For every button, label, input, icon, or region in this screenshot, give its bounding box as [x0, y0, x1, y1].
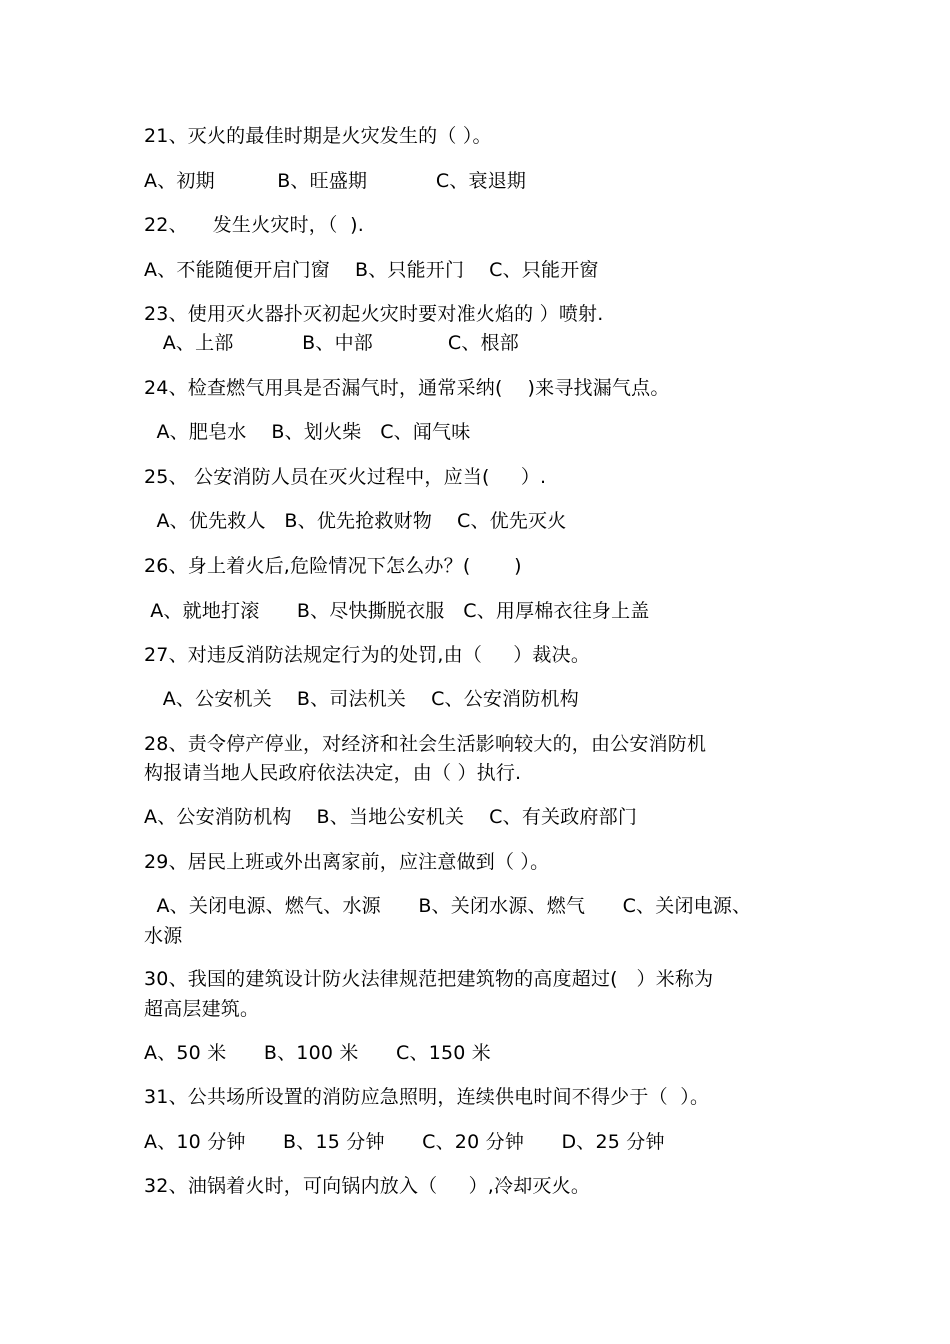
- options-26: A、就地打滚 B、尽快撕脱衣服 C、用厚棉衣往身上盖: [144, 600, 650, 622]
- question-22: 22、 发生火灾时，（ ).: [144, 214, 364, 236]
- options-30: A、50 米 B、100 米 C、150 米: [144, 1042, 491, 1064]
- options-22: A、不能随便开启门窗 B、只能开门 C、只能开窗: [144, 259, 599, 281]
- options-29-line-1: A、关闭电源、燃气、水源 B、关闭水源、燃气 C、关闭电源、: [144, 895, 752, 917]
- options-31: A、10 分钟 B、15 分钟 C、20 分钟 D、25 分钟: [144, 1131, 665, 1153]
- question-24: 24、检查燃气用具是否漏气时，通常采纳( )来寻找漏气点。: [144, 377, 670, 399]
- options-23: A、上部 B、中部 C、根部: [144, 332, 519, 354]
- question-29: 29、居民上班或外出离家前，应注意做到（ ）。: [144, 851, 550, 873]
- question-23: 23、使用灭火器扑灭初起火灾时要对准火焰的 ）喷射.: [144, 303, 604, 325]
- question-30-line-2: 超高层建筑。: [144, 998, 260, 1020]
- options-28: A、公安消防机构 B、当地公安机关 C、有关政府部门: [144, 806, 638, 828]
- question-21: 21、灭火的最佳时期是火灾发生的（ ）。: [144, 125, 492, 147]
- question-27: 27、对违反消防法规定行为的处罚,由（ ）裁决。: [144, 644, 591, 666]
- options-24: A、肥皂水 B、划火柴 C、闻气味: [144, 421, 471, 443]
- question-26: 26、身上着火后,危险情况下怎么办？( ): [144, 555, 522, 577]
- question-28-line-2: 构报请当地人民政府依法决定，由（ ）执行.: [144, 762, 522, 784]
- options-29-line-2: 水源: [144, 925, 183, 947]
- question-25: 25、 公安消防人员在灭火过程中，应当( ）.: [144, 466, 547, 488]
- question-30-line-1: 30、我国的建筑设计防火法律规范把建筑物的高度超过( ）米称为: [144, 968, 714, 990]
- options-21: A、初期 B、旺盛期 C、衰退期: [144, 170, 527, 192]
- question-32: 32、油锅着火时，可向锅内放入（ ）,冷却灭火。: [144, 1175, 591, 1197]
- question-28-line-1: 28、责令停产停业，对经济和社会生活影响较大的，由公安消防机: [144, 733, 707, 755]
- options-25: A、优先救人 B、优先抢救财物 C、优先灭火: [144, 510, 567, 532]
- question-31: 31、公共场所设置的消防应急照明，连续供电时间不得少于（ ）。: [144, 1086, 710, 1108]
- options-27: A、公安机关 B、司法机关 C、公安消防机构: [144, 688, 579, 710]
